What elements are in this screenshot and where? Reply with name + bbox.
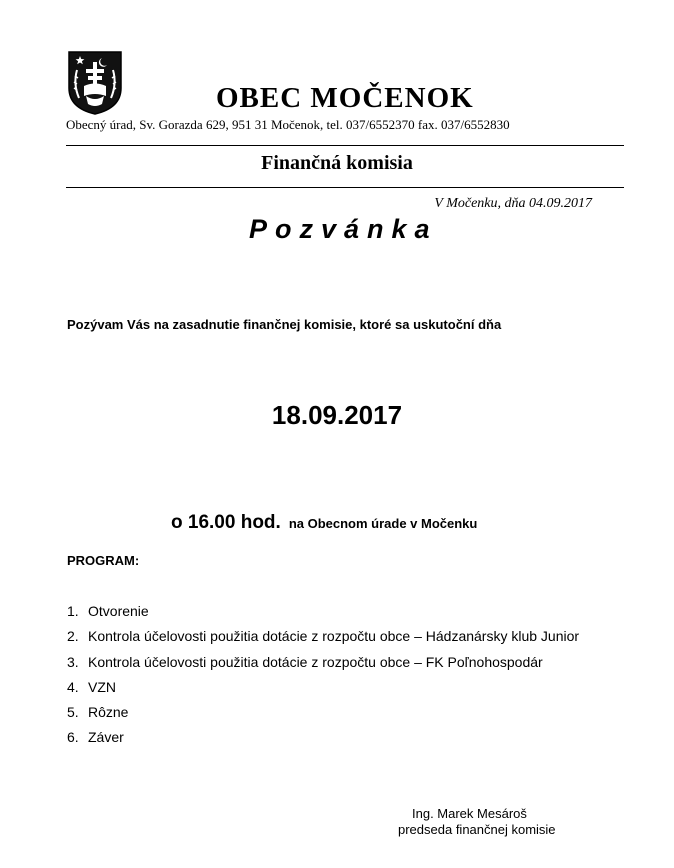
invitation-heading: Pozvánka [249,214,438,244]
agenda-item [67,702,579,727]
agenda-item-text: VZN [88,678,116,695]
agenda-item [67,727,579,752]
agenda-item-number: 6. [67,729,79,746]
agenda-item-text: Kontrola účelovosti použitia dotácie z rozpočtu obce – Hádzanársky klub Junior [88,628,580,645]
agenda-item-text: Kontrola účelovosti použitia dotácie z rozpočtu obce – FK Poľnohospodár [88,653,543,670]
place-and-date: V Močenku, dňa 04.09.2017 [434,196,592,211]
committee-name: Finančná komisia [261,152,413,174]
signatory-name: Ing. Marek Mesároš [412,806,527,821]
meeting-place: na Obecnom úrade v Močenku [288,516,478,531]
header-divider-top [66,145,624,146]
agenda-item-text: Rôzne [88,704,129,721]
invitation-intro: Pozývam Vás na zasadnutie finančnej komisie, ktoré sa uskutoční dňa [67,317,502,332]
agenda-list [67,601,579,753]
coat-of-arms-icon [66,50,124,116]
meeting-time-place [171,512,477,534]
signatory-role: predseda finančnej komisie [398,822,556,837]
meeting-date: 18.09.2017 [271,400,403,430]
agenda-item [67,652,579,677]
agenda-item-text: Otvorenie [88,603,149,619]
agenda-item [67,601,579,626]
agenda-item-number: 1. [67,603,79,619]
agenda-item-number: 4. [67,678,79,695]
agenda-item-number: 3. [67,653,79,670]
meeting-time: o 16.00 hod. [171,512,281,533]
program-heading: PROGRAM: [67,553,140,568]
agenda-item [67,626,579,651]
agenda-item-number: 2. [67,628,79,645]
header-divider-bottom [66,187,624,188]
municipality-title: OBEC MOČENOK [216,82,474,114]
agenda-item-text: Záver [88,729,124,746]
agenda-item [67,677,579,702]
agenda-item-number: 5. [67,704,79,721]
address-line: Obecný úrad, Sv. Gorazda 629, 951 31 Močenok, tel. 037/6552370 fax. 037/6552830 [66,117,510,132]
